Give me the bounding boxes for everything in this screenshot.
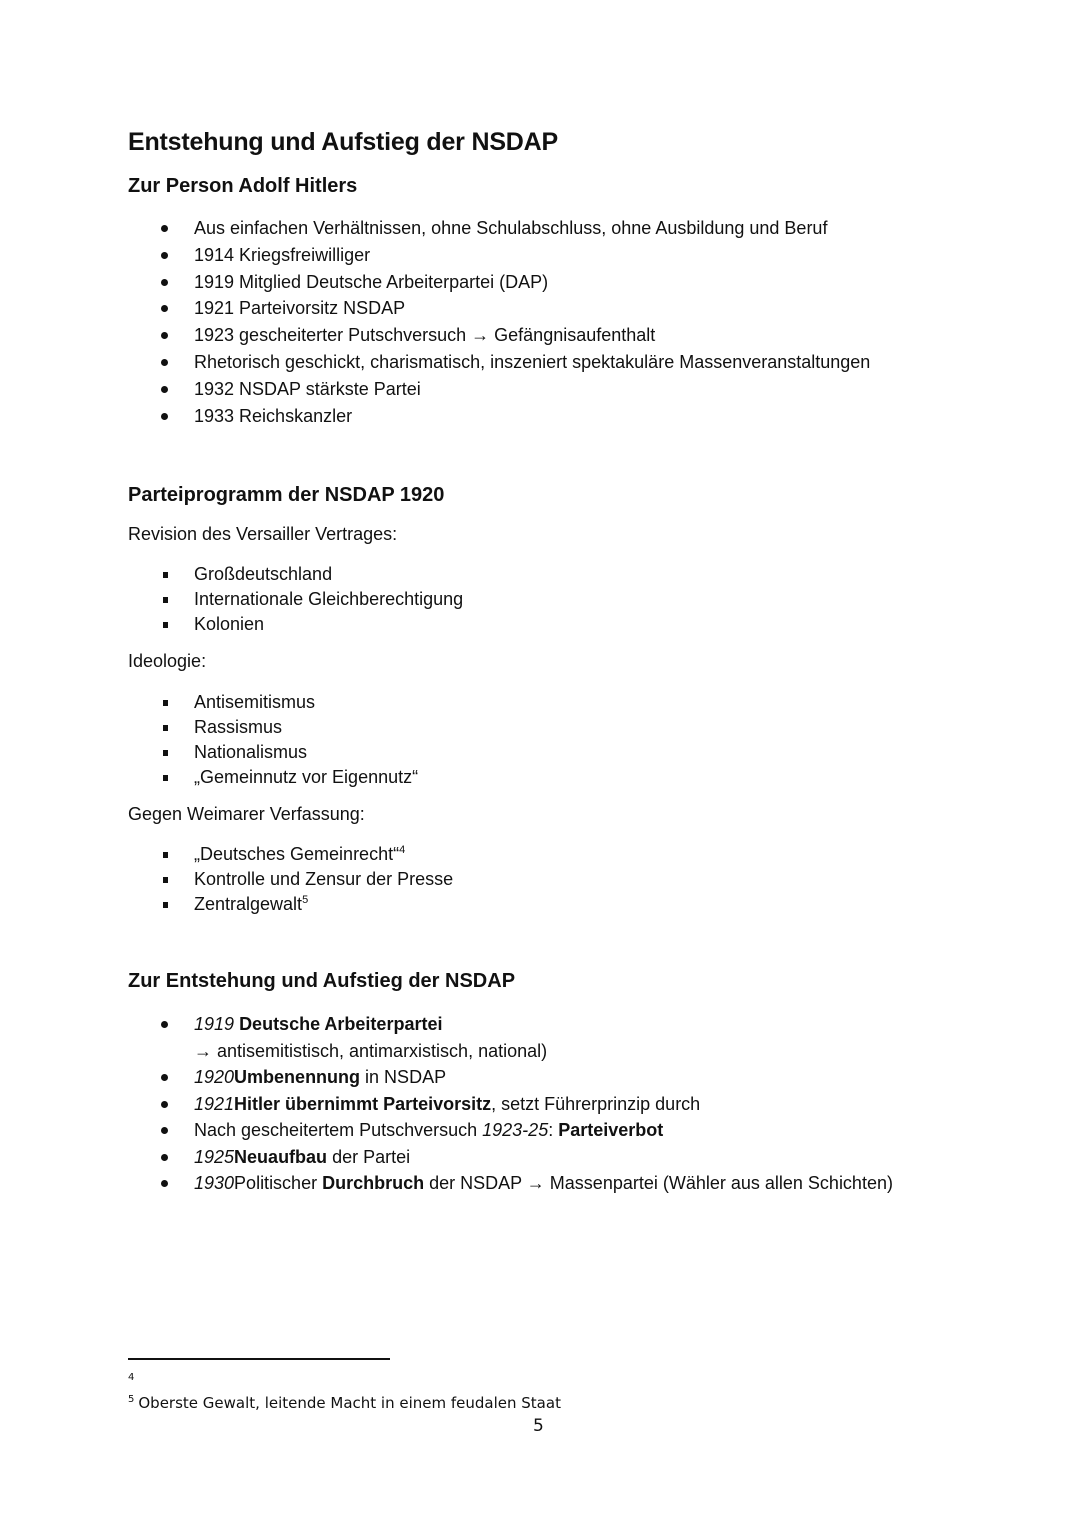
- page-number: 5: [533, 1416, 544, 1436]
- square-bullet-icon: [163, 877, 168, 883]
- bullet-icon: [161, 1101, 168, 1108]
- list-item: „Gemeinnutz vor Eigennutz“: [0, 765, 418, 790]
- list-item: 1921 Parteivorsitz NSDAP: [0, 295, 870, 322]
- list-item: „Deutsches Gemeinrecht“$^4$: [0, 842, 453, 867]
- bullet-icon: [161, 1127, 168, 1134]
- square-bullet-icon: [163, 725, 168, 731]
- group-label-weimar: Gegen Weimarer Verfassung:: [128, 804, 365, 824]
- list-item: 1932 NSDAP stärkste Partei: [0, 376, 870, 403]
- square-bullet-icon: [163, 622, 168, 628]
- section-heading-entstehung: Zur Entstehung und Aufstieg der NSDAP: [128, 970, 516, 992]
- weimar-list: [0, 842, 453, 917]
- bullet-icon: [161, 1021, 168, 1028]
- list-item: 1919 Mitglied Deutsche Arbeiterpartei (DAP): [0, 269, 870, 296]
- list-item: Rhetorisch geschickt, charismatisch, inszeniert spektakuläre Massenveranstaltungen: [0, 349, 870, 376]
- bullet-icon: [161, 305, 168, 312]
- list-item: 1925Neuaufbau der Partei: [0, 1144, 893, 1171]
- list-item: 1933 Reichskanzler: [0, 403, 870, 430]
- bullet-icon: [161, 359, 168, 366]
- list-item: 1921Hitler übernimmt Parteivorsitz, setzt Führerprinzip durch: [0, 1091, 893, 1118]
- list-item: 1914 Kriegsfreiwilliger: [0, 242, 870, 269]
- footnote-divider: [128, 1358, 390, 1360]
- person-list: [0, 215, 870, 429]
- bullet-icon: [161, 252, 168, 259]
- list-item: 1920Umbenennung in NSDAP: [0, 1064, 893, 1091]
- list-item: Rassismus: [0, 715, 418, 740]
- section-heading-person: Zur Person Adolf Hitlers: [128, 175, 358, 197]
- list-item: Kontrolle und Zensur der Presse: [0, 867, 453, 892]
- list-item: 1919 Deutsche Arbeiterpartei → antisemitistisch, antimarxistisch, national): [0, 1011, 893, 1064]
- list-item: Kolonien: [0, 612, 463, 637]
- bullet-icon: [161, 1074, 168, 1081]
- ideologie-list: [0, 690, 418, 790]
- square-bullet-icon: [163, 597, 168, 603]
- list-item: Großdeutschland: [0, 562, 463, 587]
- footnote-ref[interactable]: 5: [302, 894, 309, 906]
- list-item: Internationale Gleichberechtigung: [0, 587, 463, 612]
- square-bullet-icon: [163, 902, 168, 908]
- group-label-versailles: Revision des Versailler Vertrages:: [128, 524, 398, 544]
- list-item: Nationalismus: [0, 740, 418, 765]
- bullet-icon: [161, 225, 168, 232]
- square-bullet-icon: [163, 750, 168, 756]
- bullet-icon: [161, 332, 168, 339]
- bullet-icon: [161, 279, 168, 286]
- list-item: Zentralgewalt$^5$: [0, 892, 453, 917]
- list-item: Antisemitismus: [0, 690, 418, 715]
- bullet-icon: [161, 413, 168, 420]
- list-item: Nach gescheitertem Putschversuch 1923-25: Parteiverbot: [0, 1117, 893, 1144]
- footnote-ref[interactable]: 4: [399, 844, 406, 856]
- bullet-icon: [161, 386, 168, 393]
- square-bullet-icon: [163, 775, 168, 781]
- square-bullet-icon: [163, 572, 168, 578]
- page-title: Entstehung und Aufstieg der NSDAP: [128, 128, 558, 156]
- bullet-icon: [161, 1180, 168, 1187]
- bullet-icon: [161, 1154, 168, 1161]
- square-bullet-icon: [163, 852, 168, 858]
- list-item: Aus einfachen Verhältnissen, ohne Schulabschluss, ohne Ausbildung und Beruf: [0, 215, 870, 242]
- versailles-list: [0, 562, 463, 637]
- list-item: 1930Politischer Durchbruch der NSDAP → Massenpartei (Wähler aus allen Schichten): [0, 1170, 893, 1197]
- group-label-ideologie: Ideologie:: [128, 651, 207, 671]
- section-heading-programm: Parteiprogramm der NSDAP 1920: [128, 484, 445, 506]
- square-bullet-icon: [163, 700, 168, 706]
- footnote-4: 4: [128, 1372, 135, 1383]
- entstehung-list: [0, 1011, 893, 1197]
- list-item: 1923 gescheiterter Putschversuch → Gefängnisaufenthalt: [0, 322, 870, 349]
- footnote-5: $^5$ Oberste Gewalt, leitende Macht in einem feudalen Staat: [128, 1394, 561, 1412]
